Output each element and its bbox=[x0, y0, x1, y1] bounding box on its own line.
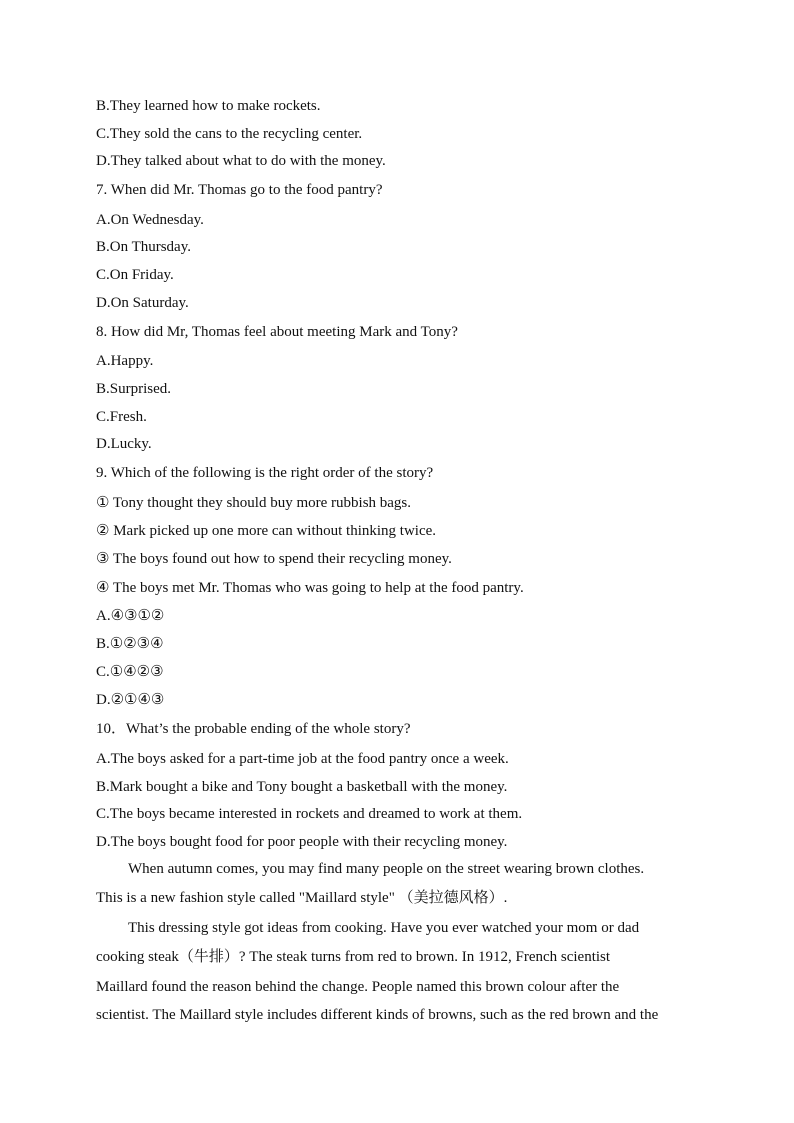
passage-p2-line2: cooking steak（牛排）? The steak turns from red to brown. In 1912, French scientist bbox=[96, 949, 611, 965]
q7-question: 7. When did Mr. Thomas go to the food pantry? bbox=[96, 182, 383, 198]
q9-option-a: A.④③①② bbox=[96, 608, 165, 624]
q9-option-b: B.①②③④ bbox=[96, 636, 164, 652]
passage-p2-line1: This dressing style got ideas from cooking. Have you ever watched your mom or dad bbox=[128, 920, 640, 936]
q10-question: 10．What’s the probable ending of the whole story? bbox=[96, 721, 411, 737]
q9-option-c: C.①④②③ bbox=[96, 664, 164, 680]
q9-statement-3: ③ The boys found out how to spend their recycling money. bbox=[96, 551, 452, 567]
q6-option-d: D.They talked about what to do with the money. bbox=[96, 153, 386, 169]
q9-statement-2: ② Mark picked up one more can without thinking twice. bbox=[96, 523, 437, 539]
passage-p2-line3: Maillard found the reason behind the change. People named this brown colour after the bbox=[96, 979, 620, 995]
q7-option-a: A.On Wednesday. bbox=[96, 212, 204, 228]
passage-p1-line2: This is a new fashion style called "Maillard style" （美拉德风格）. bbox=[96, 890, 508, 906]
q10-option-a: A.The boys asked for a part-time job at the food pantry once a week. bbox=[96, 751, 509, 767]
q8-option-a: A.Happy. bbox=[96, 353, 154, 369]
q7-option-d: D.On Saturday. bbox=[96, 295, 189, 311]
q10-option-b: B.Mark bought a bike and Tony bought a basketball with the money. bbox=[96, 779, 508, 795]
passage-p1-line1: When autumn comes, you may find many people on the street wearing brown clothes. bbox=[128, 861, 645, 877]
q8-option-c: C.Fresh. bbox=[96, 409, 147, 425]
q8-option-d: D.Lucky. bbox=[96, 436, 152, 452]
q6-option-c: C.They sold the cans to the recycling center. bbox=[96, 126, 363, 142]
passage-p2-line4: scientist. The Maillard style includes different kinds of browns, such as the red brown and the bbox=[96, 1007, 659, 1023]
q7-option-b: B.On Thursday. bbox=[96, 239, 191, 255]
q10-option-c: C.The boys became interested in rockets and dreamed to work at them. bbox=[96, 806, 523, 822]
q8-question: 8. How did Mr, Thomas feel about meeting Mark and Tony? bbox=[96, 324, 458, 340]
q8-option-b: B.Surprised. bbox=[96, 381, 171, 397]
q7-option-c: C.On Friday. bbox=[96, 267, 174, 283]
q9-option-d: D.②①④③ bbox=[96, 692, 165, 708]
q6-option-b: B.They learned how to make rockets. bbox=[96, 98, 321, 114]
q9-statement-1: ① Tony thought they should buy more rubbish bags. bbox=[96, 495, 412, 511]
q9-statement-4: ④ The boys met Mr. Thomas who was going to help at the food pantry. bbox=[96, 580, 524, 596]
q9-question: 9. Which of the following is the right order of the story? bbox=[96, 465, 434, 481]
q10-option-d: D.The boys bought food for poor people with their recycling money. bbox=[96, 834, 508, 850]
